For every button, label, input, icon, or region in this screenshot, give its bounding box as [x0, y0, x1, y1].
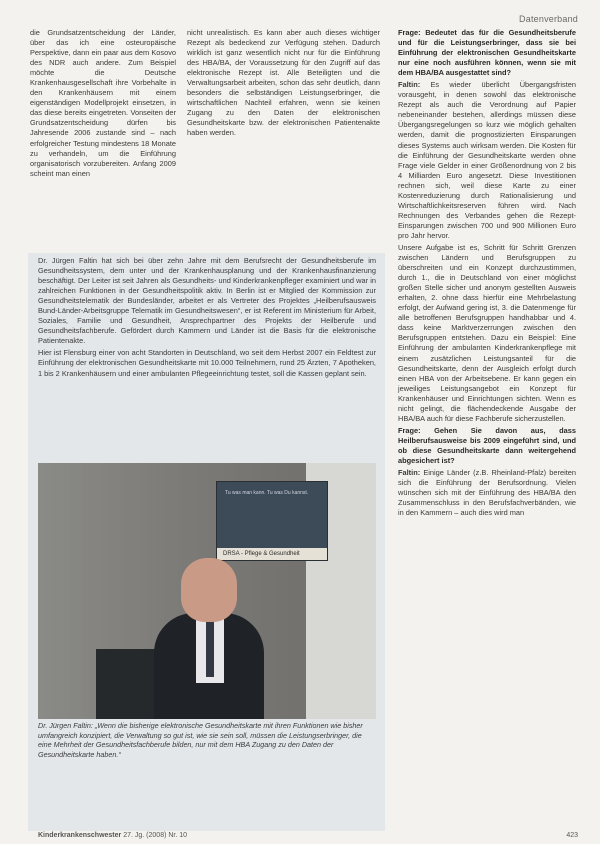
person-head	[181, 558, 237, 622]
person-tie	[206, 619, 214, 677]
interview-answer	[398, 80, 576, 241]
paragraph: Unsere Aufgabe ist es, Schritt für Schritt Grenzen zwischen Ländern und Berufsgruppen zu überschreiten und ein Konzept durchzustimmen, durch 1., die in Deutschland von einer möglichst großen Stelle sicher und anonym gestellten Ausweis erhalten, 2. ohne dass hierfür eine Mehrbelastung erfolgt, der Aufwand gering ist, 3. die Datenmenge für alle betroffenen Berufsgruppen handhabbar und 4. dass keine Marktverzerrungen zwischen den Berufsgruppen entstehen. Dazu ein Beispiel: Eine Einführung der ambulanten Kinderkrankenpflege mit einem zusätzlichen Leistungsanteil für die Gesundheitskarte, denn der Ausgleich erfolgt durch einen HBA von der Arbeitsebene. Er kann gegen ein jeweiliges Leistungsangebot ein Konzept für Krankenhäuser und Einrichtungen sichten. Wenn es nicht gelingt, die flächendeckende Ausgabe der HBA/BA auch für diese Fachberufe sicherzustellen.	[398, 242, 576, 423]
text-column-1	[30, 28, 176, 179]
info-paragraph: Dr. Jürgen Faltin hat sich bei über zehn Jahre mit dem Berufsrecht der Gesundheitsberufe im Gesundheitssystem, dem unter und der Krankenhausplanung und der Krankenhausfinanzierung beschäftigt. Der Leiter ist seit Jahren als Gesundheits- und Kinderkrankenpfleger examiniert und war in zahlreichen Funktionen in der Gesundheitspolitik aktiv. In Berlin ist er Mitglied der Kommission zur Gesundheitstelematik der Bundesländer, arbeitet er als Vertreter des Projektes „Heilberufsausweis Bund-Länder-Arbeitsgruppe Telematik im Gesundheitswesen“, er ist Referent im Ministerium für Arbeit, Soziales, Familie und Gesundheit, Ansprechpartner des Projekts der Heilberufe und Gesundheitsfachberufe. Gefördert durch Kammern und Länder ist die Basis für die elektronische Patientenakte.	[38, 256, 376, 346]
interview-question: Frage: Gehen Sie davon aus, dass Heilberufsausweise bis 2009 eingeführt sind, und ob diese Gesundheitskarte dann weitergehend abgesichert ist?	[398, 425, 576, 465]
paragraph: die Grundsatzentscheidung der Länder, über das ich eine osteuropäische Perspektive, dann ein paar aus dem Kosovo des NDR auch andere. Zum Beispiel möchte die Deutsche Krankenhausgesellschaft ihre Vorbehalte in den Krankenhäusern mit einem eigenständigen Modellprojekt einsetzen, in das diese bereits eingetreten. Vonseiten der Grundsatzentscheidung dürfen bis Jahresende 2006 zustande sind – nach erfolgreicher Testung mindestens 18 Monate zu verhandeln, um die Einführung organisatorisch vorzubereiten. Anfang 2009 scheint man einen	[30, 28, 176, 178]
text-column-2	[187, 28, 380, 139]
issue-info: 27. Jg. (2008) Nr. 10	[123, 832, 188, 839]
section-label: Datenverband	[519, 14, 578, 24]
info-paragraph: Hier ist Flensburg einer von acht Standorten in Deutschland, wo seit dem Herbst 2007 ein Feldtest zur Einführung der elektronischen Gesundheitskarte mit 10.000 Teilnehmern, rund 25 Ärzten, 7 Apotheken, 1 bis 2 Krankenhäusern und einer ambulanten Pflegeeinrichtung testet, soll die Kassen geplant sein.	[38, 348, 376, 378]
poster-banner: DRSA - Pflege & Gesundheit	[217, 548, 327, 560]
page-number: 423	[566, 832, 578, 839]
speaker-label: Faltin:	[398, 80, 421, 90]
text-column-3	[398, 28, 576, 518]
portrait-photo	[38, 463, 376, 719]
page-footer	[38, 832, 578, 839]
photo-caption: Dr. Jürgen Faltin: „Wenn die bisherige elektronische Gesundheitskarte mit ihren Funktionen wie bisher umfangreich konzipiert, die Verwaltung so gut ist, wie sie sein soll, müssen die Leistungserbringer, die eine Mehrheit der Gesundheitsfachberufe bilden, nur mit dem HBA Zugang zu den Daten der Gesundheitskarte haben.“	[38, 721, 363, 759]
answer-text: Es wieder überlicht Übergangsfristen vorausgeht, in denen sowohl das elektronische Rezept als auch die Verordnung auf Papier nebeneinander bestehen, allerdings müssen diese Übergangsregelungen so kurz wie möglich gehalten werden, damit die prognostizierten Einsparungen dieses Systems auch wirksam werden. Die Kosten für die Einführung der Gesundheitskarte werden ohne Frage viele Gelder in einer Größenordnung von 2 bis 4 Milliarden Euro angesetzt. Diese Investitionen rechnen sich, weil diese Karte zu einer Kostenreduzierung durch Rationalisierung und Wirtschaftlichkeitsreserven führen wird. Nach Rechnungen des Verbandes gehen die Rezept-Einsparungen zwischen 700 und 900 Millionen Euro pro Jahr hervor.	[398, 80, 576, 240]
interview-answer	[398, 468, 576, 518]
info-box-text	[38, 256, 376, 381]
interview-question: Frage: Bedeutet das für die Gesundheitsberufe und für die Leistungserbringer, dass sie bei Einführung der elektronischen Gesundheitskarte nur eine noch ausführen können, wenn sie mit dem HBA/BA ausgestattet sind?	[398, 28, 576, 78]
speaker-label: Faltin:	[398, 468, 421, 478]
answer-text: Einige Länder (z.B. Rheinland-Pfalz) bereiten sich die Einführung der Berufsordnung. Vielen wünschen sich mit der Einführung des HBA/BA den Zusammenschluss in den Berufsfachverbänden, wie in den Kammern – auch dies wird man	[398, 468, 576, 518]
publication-name: Kinderkrankenschwester	[38, 832, 122, 839]
paragraph: nicht unrealistisch. Es kann aber auch dieses wichtiger Rezept als bedeckend zur Verfügung stehen. Dadurch wirklich ist ganz wesentlich nicht nur für die Einführung des HBA/BA, der Voraussetzung für den Zugriff auf das elektronische Rezept ist. Alle Beteiligten und die Verwaltungsarbeit arbeiten, schon das sehr deutlich, dann besonders die selbständigen Leistungserbringer, die wirtschaftlichen Nachteil erfahren, wenn sie keinen Zugang zu den Daten der elektronischen Gesundheitskarte bzw. der elektronischen Patientenakte haben werden.	[187, 28, 380, 138]
chair	[96, 649, 158, 719]
poster-heading: Tu was man kann. Tu was Du kannst.	[225, 490, 309, 496]
wall-poster	[216, 481, 328, 561]
